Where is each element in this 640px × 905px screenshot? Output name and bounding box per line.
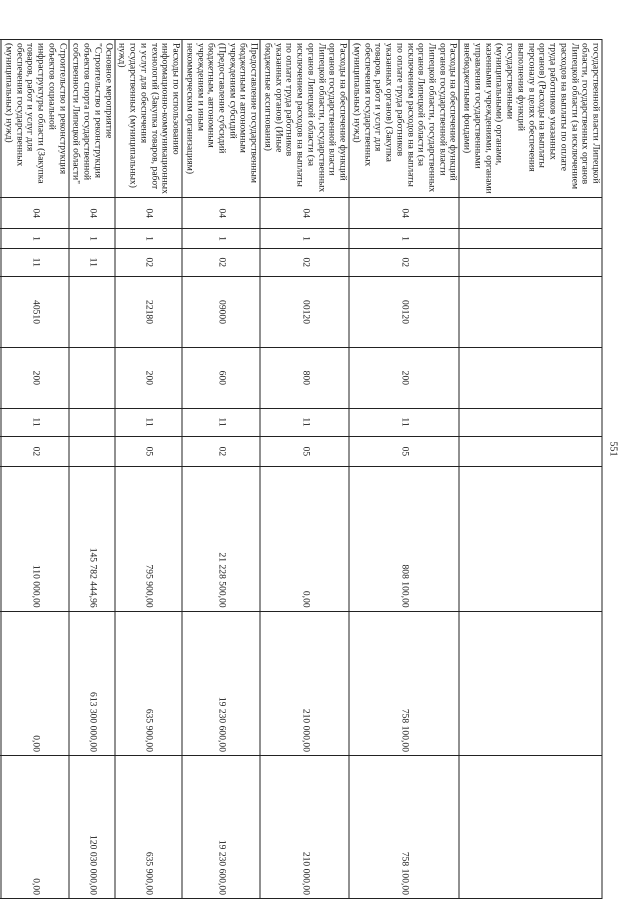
table-row	[1, 40, 68, 899]
code-cell-5: 200	[115, 348, 182, 408]
amount-cell-3: 210 000,00	[260, 756, 349, 899]
code-cell-3: 02	[349, 248, 459, 276]
code-cell-2: 1	[182, 229, 260, 249]
table-row	[459, 40, 602, 899]
amount-cell-3: 635 900,00	[115, 756, 182, 899]
amount-cell-2: 613 300 000,00	[69, 611, 115, 755]
amount-cell-2: 0,00	[1, 611, 68, 755]
table-row	[349, 40, 459, 899]
amount-cell-3: 120 030 000,00	[69, 756, 115, 899]
amount-cell-1	[0, 467, 1, 611]
code-cell-4	[0, 276, 1, 347]
description-cell: Строительство и реконструкция объектов социальной инфраструктуры области (Закупка товаров, работ и услуг для обеспечения государственных (муниципальных) нужд)	[1, 40, 68, 198]
code-cell-6	[459, 408, 602, 436]
code-cell-3: 11	[69, 248, 115, 276]
code-cell-6	[69, 408, 115, 436]
code-cell-3: 02	[115, 248, 182, 276]
code-cell-4: 00120	[260, 276, 349, 347]
code-cell-5	[459, 348, 602, 408]
page-number: 551	[607, 441, 619, 457]
code-cell-6: 11	[1, 408, 68, 436]
code-cell-7: 02	[1, 436, 68, 467]
code-cell-3	[459, 248, 602, 276]
amount-cell-3: 19 230 600,00	[182, 756, 260, 899]
amount-cell-3	[459, 756, 602, 899]
amount-cell-2	[459, 611, 602, 755]
code-cell-3	[0, 248, 1, 276]
amount-cell-1: 795 900,00	[115, 467, 182, 611]
code-cell-4	[69, 276, 115, 347]
code-cell-1: 04	[115, 198, 182, 229]
amount-cell-3	[0, 756, 1, 899]
table-row	[182, 40, 260, 899]
code-cell-3: 02	[260, 248, 349, 276]
code-cell-2: 1	[69, 229, 115, 249]
code-cell-4: 40510	[1, 276, 68, 347]
code-cell-3: 11	[1, 248, 68, 276]
amount-cell-2: 19 230 600,00	[182, 611, 260, 755]
amount-cell-1: 0,00	[260, 467, 349, 611]
code-cell-1: 04	[1, 198, 68, 229]
amount-cell-2: 758 100,00	[349, 611, 459, 755]
code-cell-1: 04	[349, 198, 459, 229]
code-cell-2	[0, 229, 1, 249]
rotated-table-container	[3, 39, 603, 899]
code-cell-7: 05	[260, 436, 349, 467]
code-cell-5: 800	[260, 348, 349, 408]
description-cell: Расходы на обеспечение функций органов государственной власти Липецкой области, государственных органов Липецкой области (за исключением расходов на выплаты по оплате труда работников указанных органов) (Закупка товаров, работ и услуг для обеспечения государственных (муниципальных) нужд)	[349, 40, 459, 198]
table-row	[260, 40, 349, 899]
description-cell: Расходы на обеспечение функций органов государственной власти Липецкой области, государственных органов Липецкой области (за исключением расходов на выплаты по оплате труда работников указанных органов) (Иные бюджетные ассигнования)	[260, 40, 349, 198]
code-cell-2: 1	[260, 229, 349, 249]
amount-cell-3: 0,00	[1, 756, 68, 899]
code-cell-2: 1	[349, 229, 459, 249]
code-cell-1: 04	[260, 198, 349, 229]
code-cell-3: 02	[182, 248, 260, 276]
amount-cell-1: 145 782 444,96	[69, 467, 115, 611]
code-cell-2: 1	[115, 229, 182, 249]
code-cell-4: 09000	[182, 276, 260, 347]
amount-cell-1	[459, 467, 602, 611]
code-cell-5: 200	[349, 348, 459, 408]
code-cell-7	[69, 436, 115, 467]
code-cell-7: 05	[115, 436, 182, 467]
code-cell-4: 22180	[115, 276, 182, 347]
code-cell-1	[459, 198, 602, 229]
code-cell-1: 04	[182, 198, 260, 229]
code-cell-7: 02	[182, 436, 260, 467]
table-row	[0, 40, 1, 899]
table-row	[115, 40, 182, 899]
amount-cell-1: 21 228 500,00	[182, 467, 260, 611]
code-cell-4: 00120	[349, 276, 459, 347]
description-cell	[0, 40, 1, 198]
amount-cell-2: 635 900,00	[115, 611, 182, 755]
code-cell-2	[459, 229, 602, 249]
budget-table	[0, 39, 603, 899]
description-cell: государственной власти Липецкой области, государственных органов Липецкой области (за исключением расходов на выплаты по оплате труда работников указанных органов) (Расходы на выплаты персоналу в целях обеспечения выполнения функций государственными (муниципальными) органами, казенными учреждениями, органами управления государственными внебюджетными фондами)	[459, 40, 602, 198]
amount-cell-1: 110 000,00	[1, 467, 68, 611]
code-cell-6: 11	[115, 408, 182, 436]
table-row	[69, 40, 115, 899]
code-cell-6: 11	[349, 408, 459, 436]
amount-cell-1: 808 100,00	[349, 467, 459, 611]
code-cell-5	[69, 348, 115, 408]
code-cell-7	[0, 436, 1, 467]
description-cell: Предоставление государственным бюджетным и автономным учреждениям субсидий (Предоставление субсидий бюджетным, автономным учреждениям и иным некоммерческим организациям)	[182, 40, 260, 198]
description-cell: Основное мероприятие "Строительство и реконструкция объектов спорта государственной собственности Липецкой области"	[69, 40, 115, 198]
code-cell-5: 600	[182, 348, 260, 408]
amount-cell-2: 210 000,00	[260, 611, 349, 755]
code-cell-7	[459, 436, 602, 467]
code-cell-6: 11	[182, 408, 260, 436]
code-cell-5	[0, 348, 1, 408]
code-cell-6: 11	[260, 408, 349, 436]
code-cell-2: 1	[1, 229, 68, 249]
amount-cell-3: 758 100,00	[349, 756, 459, 899]
code-cell-1: 04	[69, 198, 115, 229]
code-cell-4	[459, 276, 602, 347]
amount-cell-2	[0, 611, 1, 755]
code-cell-5: 200	[1, 348, 68, 408]
code-cell-7: 05	[349, 436, 459, 467]
description-cell: Расходы по использованию информационно-коммуникационных технологий (Закупка товаров, работ и услуг для обеспечения государственных (муниципальных) нужд)	[115, 40, 182, 198]
code-cell-1	[0, 198, 1, 229]
code-cell-6	[0, 408, 1, 436]
